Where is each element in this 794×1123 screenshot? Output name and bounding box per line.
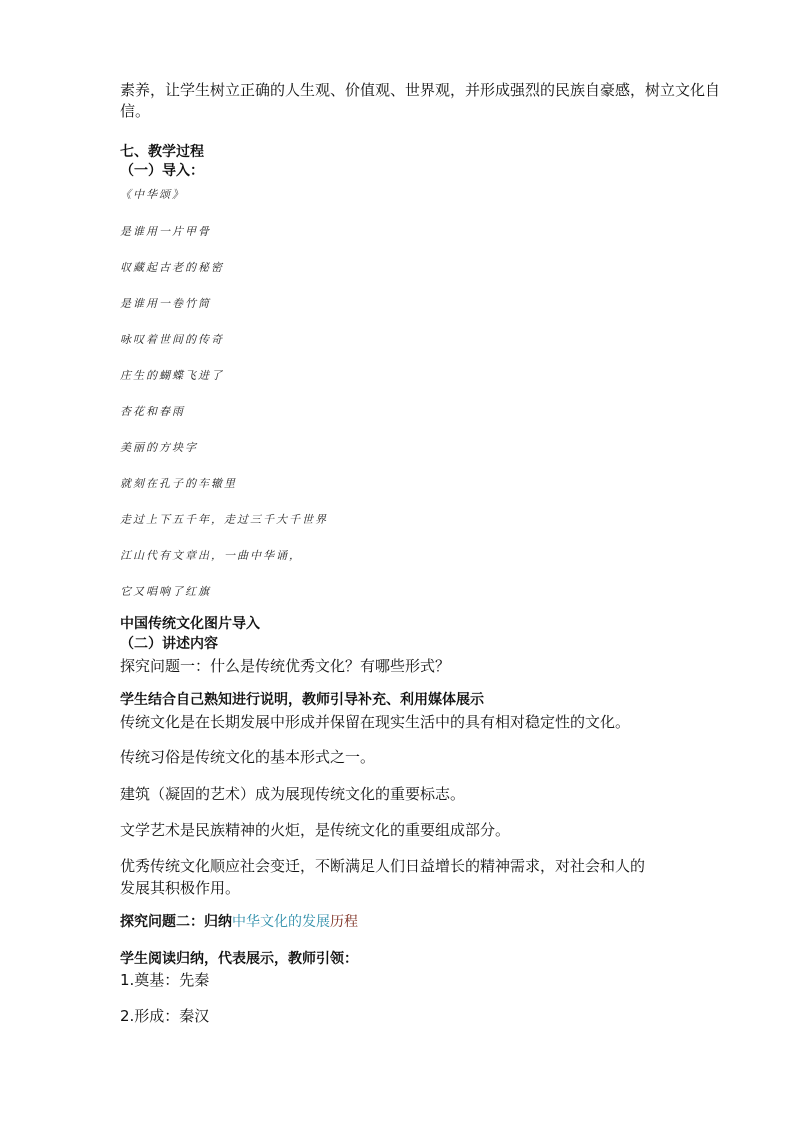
paragraph: 传统习俗是传统文化的基本形式之一。: [120, 748, 376, 766]
poem-line: 是谁用一片甲骨: [120, 225, 211, 238]
paragraph: 传统文化是在长期发展中形成并保留在现实生活中的具有相对稳定性的文化。: [120, 713, 631, 731]
question-two-prefix: 探究问题二：归纳: [120, 914, 232, 930]
poem-line: 庄生的蝴蝶飞进了: [120, 369, 224, 382]
activity-one: 学生结合自己熟知进行说明，教师引导补充、利用媒体展示: [120, 692, 484, 708]
paragraph-line-2: 发展其积极作用。: [120, 879, 241, 897]
poem-line: 就刻在孔子的车辙里: [120, 477, 237, 490]
poem-line: 它又唱响了红旗: [120, 585, 211, 598]
poem-line: 走过上下五千年，走过三千大千世界: [120, 513, 328, 526]
intro-paragraph-line-1: 素养，让学生树立正确的人生观、价值观、世界观，并形成强烈的民族自豪感，树立文化自: [120, 81, 721, 99]
poem-line: 杏花和春雨: [120, 405, 185, 418]
poem-line: 収藏起古老的秘密: [120, 261, 224, 274]
question-two-highlight: 中华文化的发展: [232, 914, 330, 930]
poem-line: 咏叹着世间的传奇: [120, 333, 224, 346]
paragraph-line-1: 优秀传统文化顺应社会变迁，不断满足人们日益增长的精神需求，对社会和人的: [120, 857, 646, 875]
question-two-suffix: 历程: [330, 914, 358, 930]
poem-title: 《中华颂》: [120, 188, 185, 201]
poem-line: 是谁用一卷竹简: [120, 297, 211, 310]
activity-two: 学生阅读归纳，代表展示，教师引领：: [120, 951, 358, 967]
paragraph: 建筑（凝固的艺术）成为展现传统文化的重要标志。: [120, 785, 466, 803]
image-intro-heading: 中国传统文化图片导入: [120, 616, 260, 632]
subsection-title-content: （二）讲述内容: [120, 636, 218, 652]
section-title: 七、教学过程: [120, 144, 204, 160]
poem-line: 江山代有文章出，一曲中华诵，: [120, 549, 302, 562]
stage-item: 1.奠基：先秦: [120, 971, 210, 989]
subsection-title-intro: （一）导入：: [120, 163, 204, 179]
question-two: [120, 913, 358, 932]
poem-line: 美丽的方块字: [120, 441, 198, 454]
question-one: 探究问题一：什么是传统优秀文化？有哪些形式？: [120, 657, 451, 675]
paragraph: 文学艺术是民族精神的火炬，是传统文化的重要组成部分。: [120, 821, 511, 839]
intro-paragraph-line-2: 信。: [120, 102, 151, 120]
stage-item: 2.形成：秦汉: [120, 1007, 210, 1025]
